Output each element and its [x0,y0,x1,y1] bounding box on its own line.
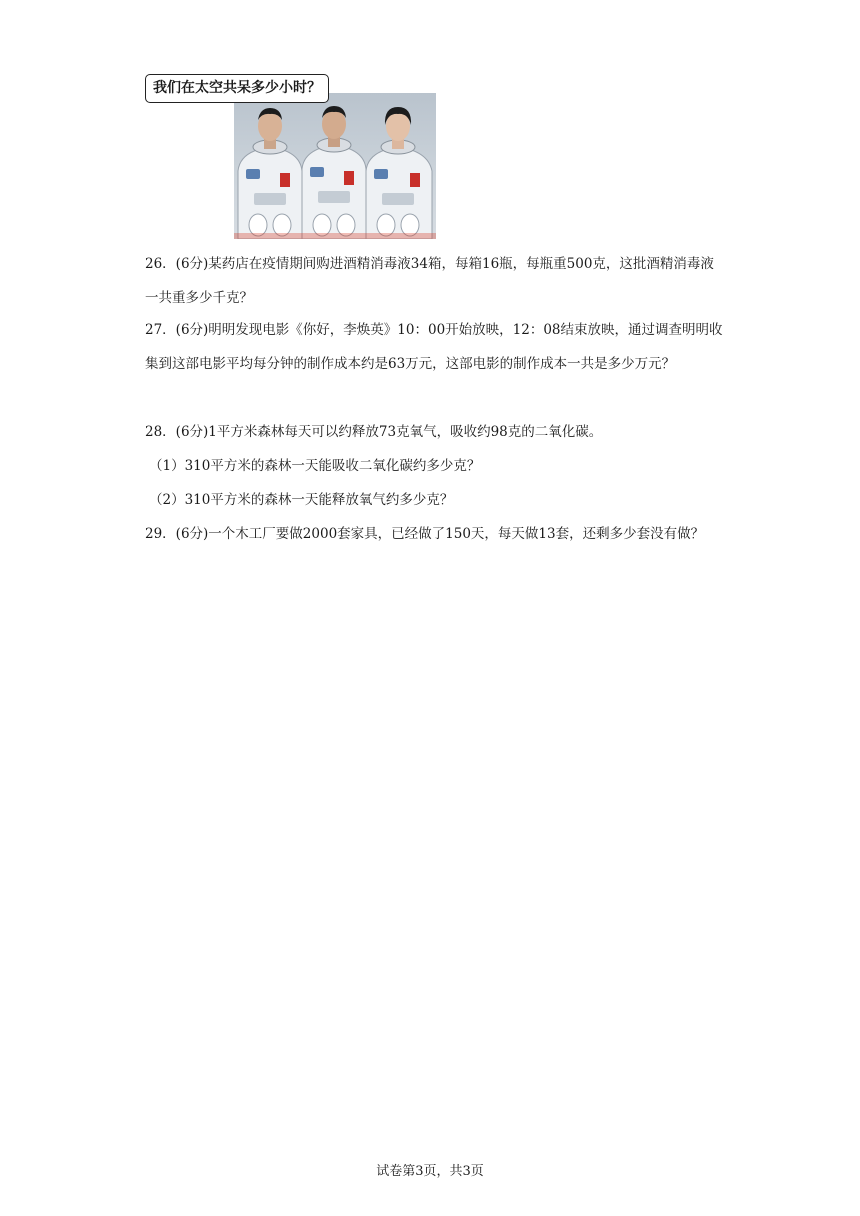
question-28-part-2: （2）310平方米的森林一天能释放氧气约多少克？ [149,492,454,508]
astronauts-photo [234,93,436,239]
question-28: 28．(6分)1平方米森林每天可以约释放73克氧气，吸收约98克的二氧化碳。 [145,424,603,440]
page-footer: 试卷第3页，共3页 [376,1164,484,1179]
question-28-part-1: （1）310平方米的森林一天能吸收二氧化碳约多少克？ [149,458,481,474]
question-27: 27．(6分)明明发现电影《你好，李焕英》10：00开始放映，12：08结束放映，通过调查明明收集到这部电影平均每分钟的制作成本约是63万元，这部电影的制作成本一共是多少万元？ [145,322,723,372]
astronaut-figure [145,74,437,240]
speech-bubble: 我们在太空共呆多少小时？ [145,74,329,103]
question-26: 26．(6分)某药店在疫情期间购进酒精消毒液34箱，每箱16瓶，每瓶重500克，这批酒精消毒液一共重多少千克？ [145,256,714,306]
astronauts-illustration [234,93,436,239]
astronaut-left [238,108,302,239]
astronaut-center [302,106,366,239]
question-29: 29．(6分)一个木工厂要做2000套家具，已经做了150天，每天做13套，还剩多少套没有做？ [145,526,705,542]
astronaut-right [366,107,432,239]
